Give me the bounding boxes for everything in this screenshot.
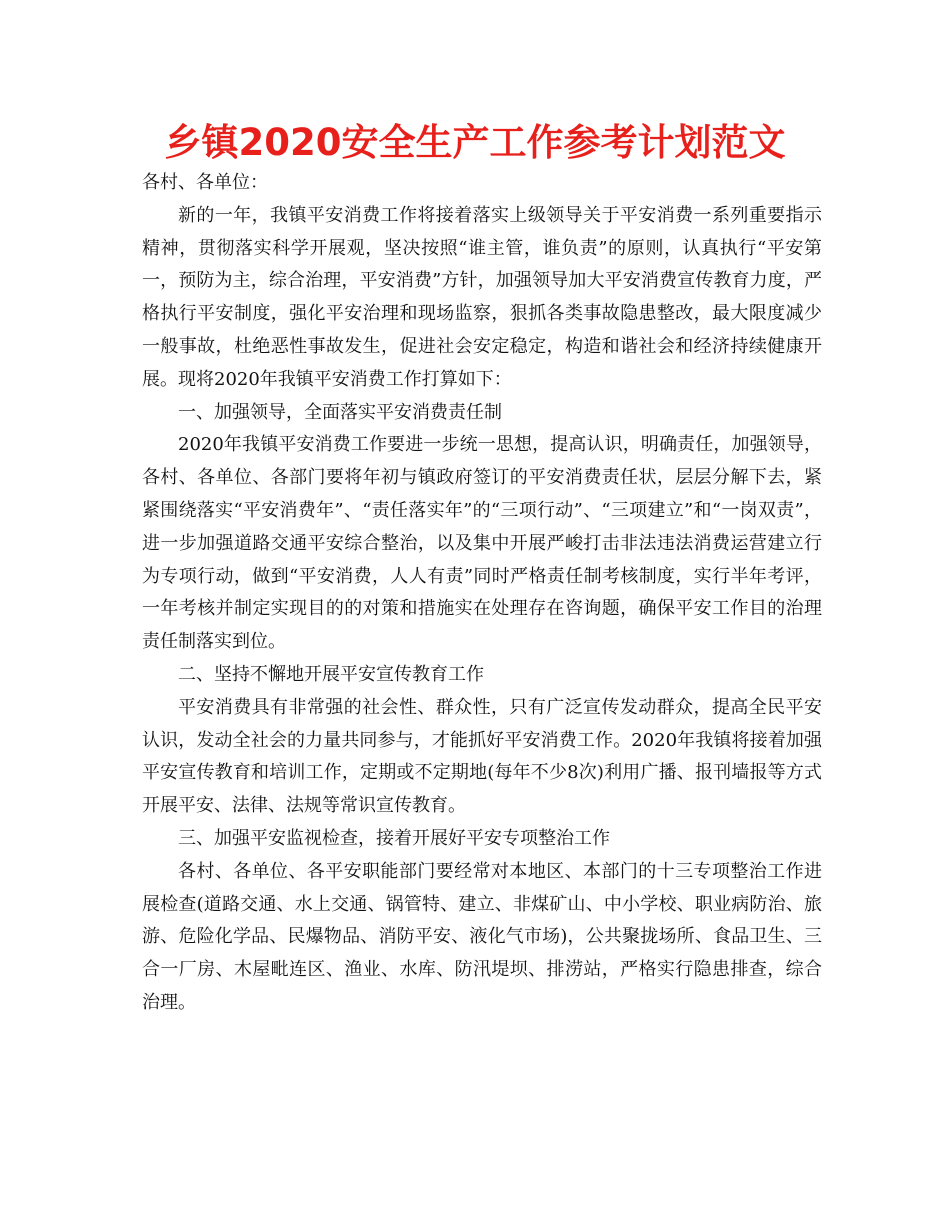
document-body bbox=[142, 167, 822, 1020]
salutation: 各村、各单位： bbox=[142, 172, 268, 193]
paragraph-section-1: 2020年我镇平安消费工作要进一步统一思想，提高认识，明确责任，加强领导，各村、各单位、各部门要将年初与镇政府签订的平安消费责任状，层层分解下去，紧紧围绕落实“平安消费年”、“责任落实年”的“三项行动”、“三项建立”和“一岗双责”，进一步加强道路交通平安综合整治，以及集中开展严峻打击非法违法消费运营建立行为专项行动，做到“平安消费，人人有责”同时严格责任制考核制度，实行半年考评，一年考核并制定实现目的的对策和措施实在处理存在咨询题，确保平安工作目的治理责任制落实到位。 bbox=[142, 434, 822, 653]
section-heading-2: 二、坚持不懈地开展平安宣传教育工作 bbox=[178, 663, 484, 685]
section-heading-3: 三、加强平安监视检查，接着开展好平安专项整治工作 bbox=[178, 827, 610, 849]
paragraph-section-3: 各村、各单位、各平安职能部门要经常对本地区、本部门的十三专项整治工作进展检查(道路交通、水上交通、锅管特、建立、非煤矿山、中小学校、职业病防治、旅游、危险化学品、民爆物品、消防平安、液化气市场)，公共聚拢场所、食品卫生、三合一厂房、木屋毗连区、渔业、水库、防汛堤坝、排涝站，严格实行隐患排查，综合治理。 bbox=[142, 860, 822, 1013]
section-heading-1: 一、加强领导，全面落实平安消费责任制 bbox=[178, 401, 502, 423]
document-title: 乡镇2020安全生产工作参考计划范文 bbox=[164, 121, 786, 164]
paragraph-intro: 新的一年，我镇平安消费工作将接着落实上级领导关于平安消费一系列重要指示精神，贯彻落实科学开展观，坚决按照“谁主管，谁负责”的原则，认真执行“平安第一，预防为主，综合治理，平安消费”方针，加强领导加大平安消费宣传教育力度，严格执行平安制度，强化平安治理和现场监察，狠抓各类事故隐患整改，最大限度减少一般事故，杜绝恶性事故发生，促进社会安定稳定，构造和谐社会和经济持续健康开展。现将2020年我镇平安消费工作打算如下： bbox=[142, 204, 822, 390]
paragraph-section-2: 平安消费具有非常强的社会性、群众性，只有广泛宣传发动群众，提高全民平安认识，发动全社会的力量共同参与，才能抓好平安消费工作。2020年我镇将接着加强平安宣传教育和培训工作，定期或不定期地(每年不少8次)利用广播、报刊墙报等方式开展平安、法律、法规等常识宣传教育。 bbox=[142, 696, 822, 817]
